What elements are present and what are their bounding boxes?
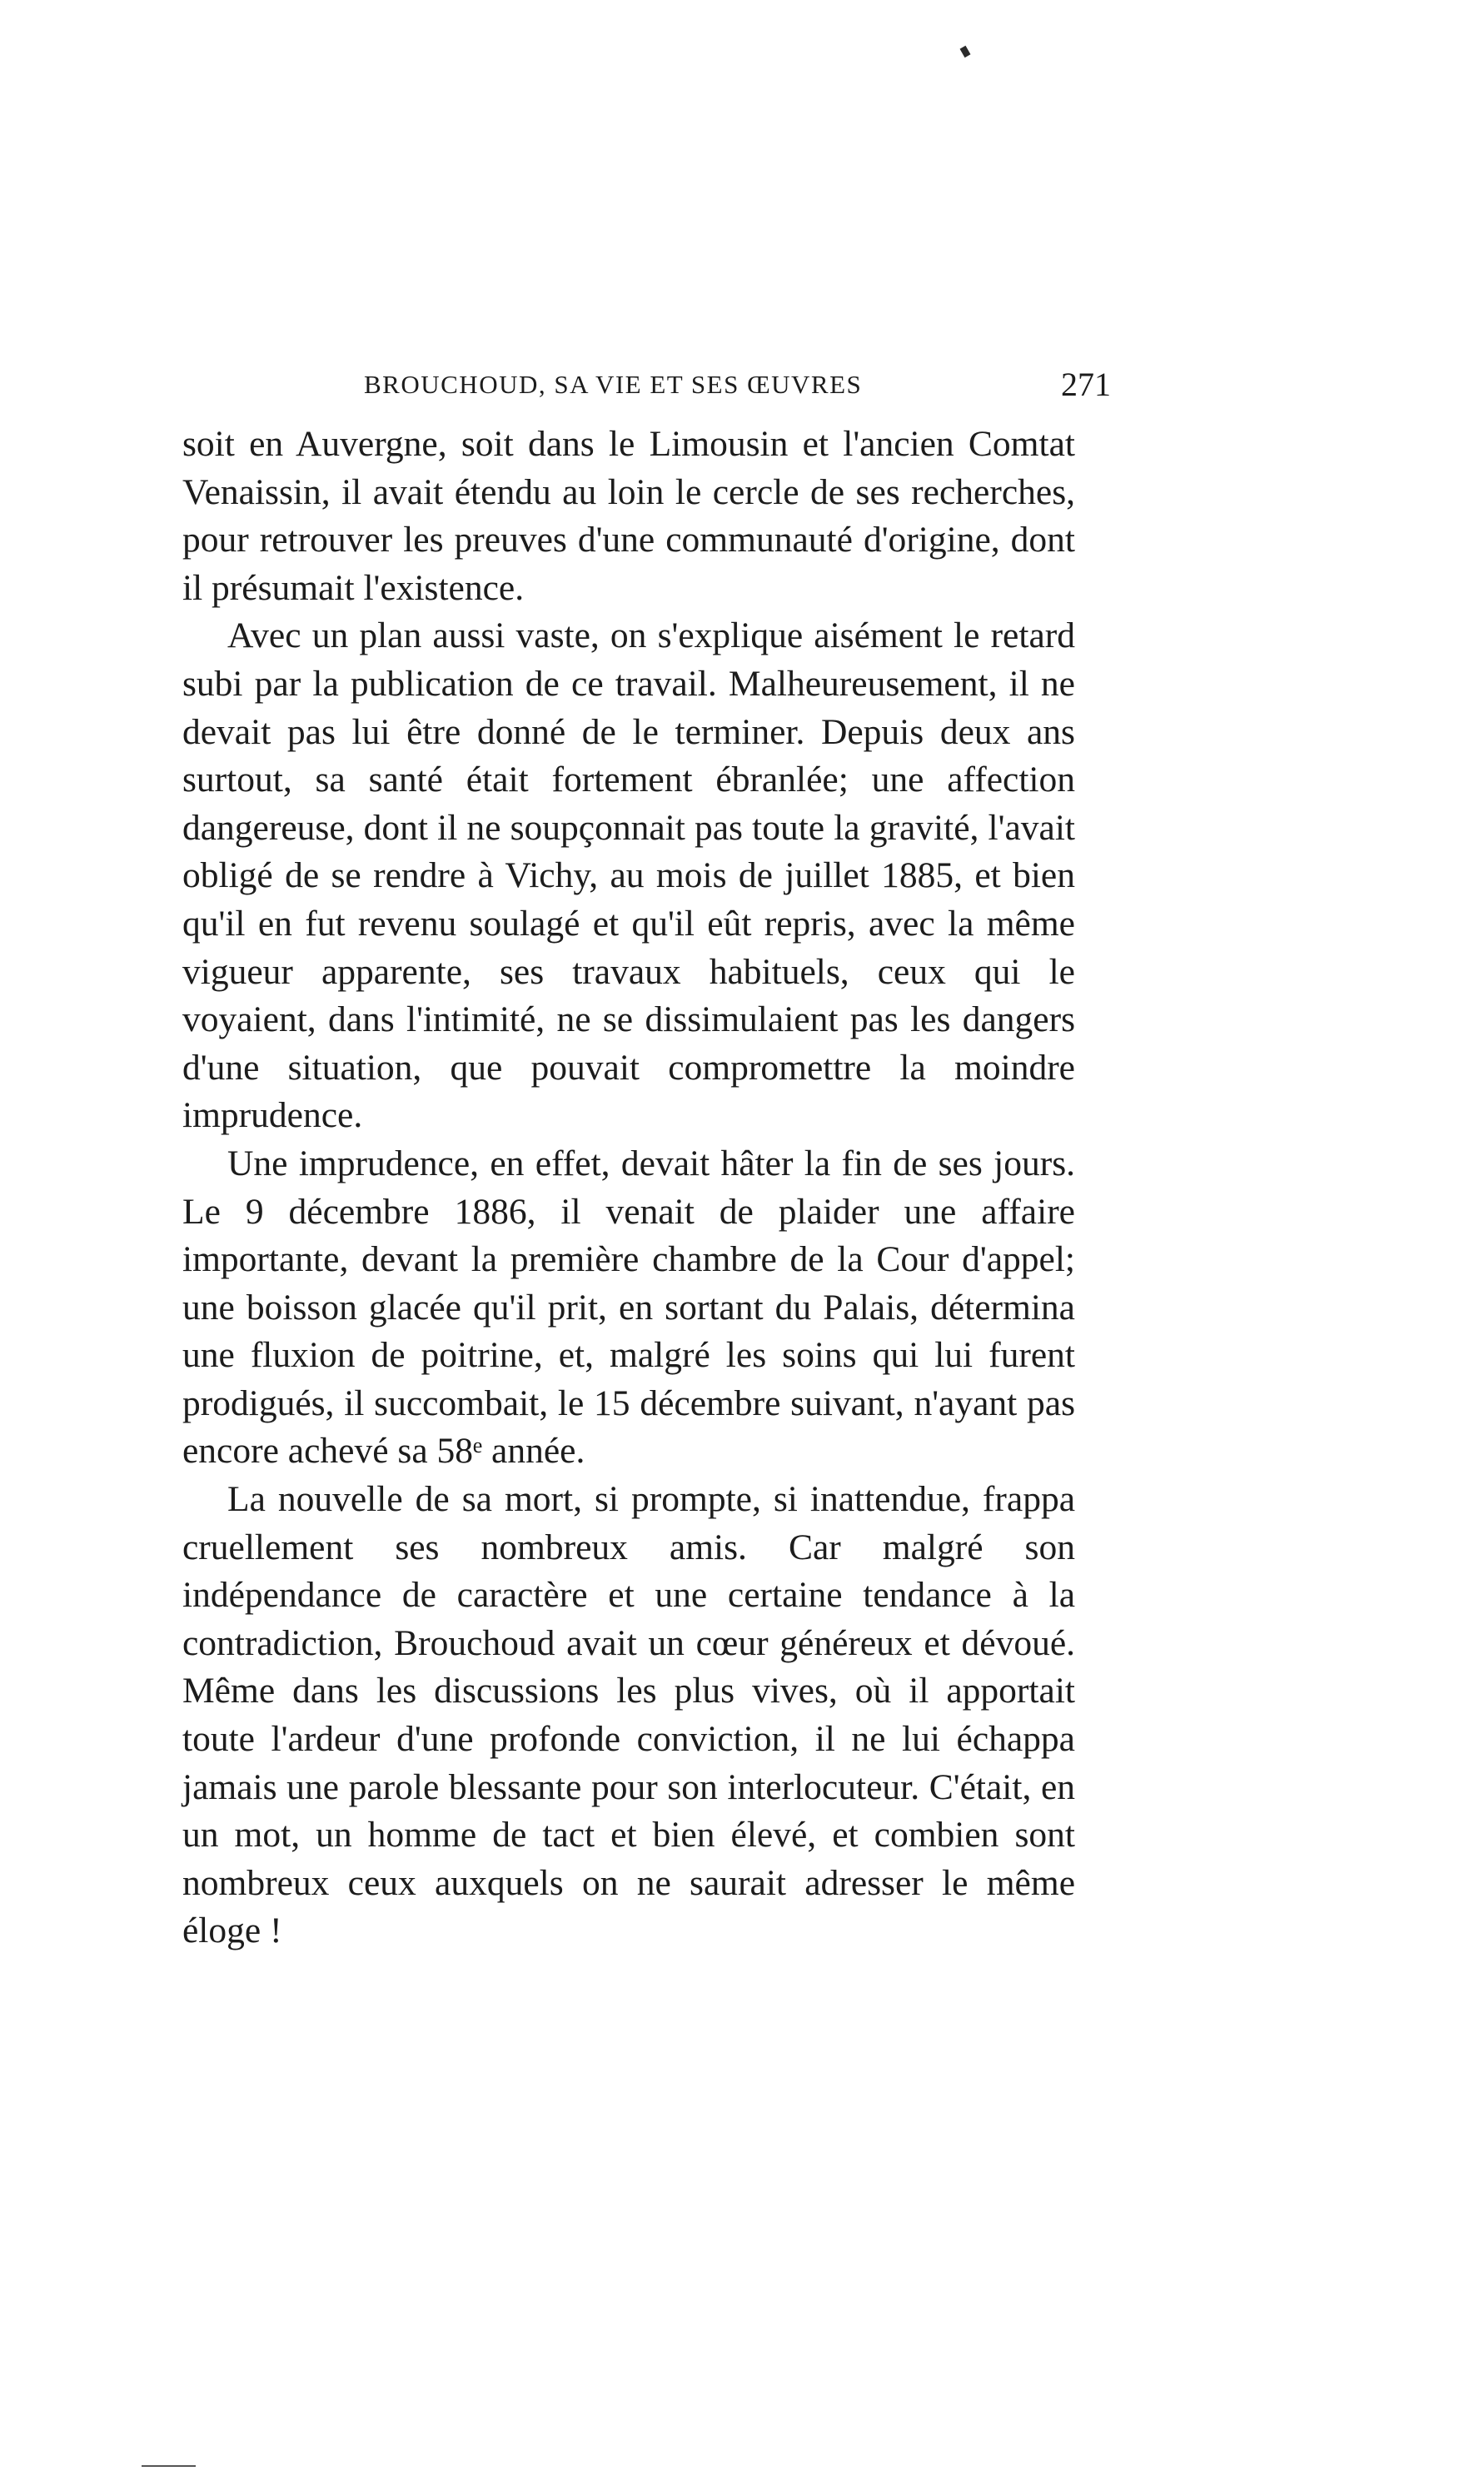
ink-speck <box>960 46 971 57</box>
paragraph-4: La nouvelle de sa mort, si prompte, si inattendue, frappa cruellement ses nombreux amis. Car malgré son indépendance de caractère et une certaine tendance à la contradiction, Brouchoud avait un cœur généreux et dévoué. Même dans les discussions les plus vives, où il apportait toute l'ardeur d'une profonde conviction, il ne lui échappa jamais une parole blessante pour son interlocuteur. C'était, en un mot, un homme de tact et bien élevé, et combien sont nombreux ceux auxquels on ne saurait adresser le même éloge ! <box>182 1479 1075 1951</box>
paragraph-2: Avec un plan aussi vaste, on s'explique aisément le retard subi par la publication de ce travail. Malheureusement, il ne devait pas lui être donné de le terminer. Depuis deux ans surtout, sa santé était fortement ébranlée; une affection dangereuse, dont il ne soupçonnait pas toute la gravité, l'avait obligé de se rendre à Vichy, au mois de juillet 1885, et bien qu'il en fut revenu soulagé et qu'il eût repris, avec la même vigueur apparente, ses travaux habituels, ceux qui le voyaient, dans l'intimité, ne se dissimulaient pas les dangers d'une situation, que pouvait compromettre la moindre imprudence. <box>182 615 1075 1136</box>
body-text <box>182 421 1075 1955</box>
paragraph-1: soit en Auvergne, soit dans le Limousin et l'ancien Comtat Venaissin, il avait étendu au loin le cercle de ses recherches, pour retrouver les preuves d'une communauté d'origine, dont il présumait l'existence. <box>182 424 1075 608</box>
running-header <box>182 360 1111 410</box>
paragraph-3: Une imprudence, en effet, devait hâter la fin de ses jours. Le 9 décembre 1886, il venait de plaider une affaire importante, devant la première chambre de la Cour d'appel; une boisson glacée qu'il prit, en sortant du Palais, détermina une fluxion de poitrine, et, malgré les soins qui lui furent prodigués, il succombait, le 15 décembre suivant, n'ayant pas encore achevé sa 58ᵉ année. <box>182 1143 1075 1472</box>
corner-rule <box>142 2465 196 2467</box>
page-number: 271 <box>1061 366 1111 403</box>
running-title: BROUCHOUD, SA VIE ET SES ŒUVRES <box>364 370 863 399</box>
